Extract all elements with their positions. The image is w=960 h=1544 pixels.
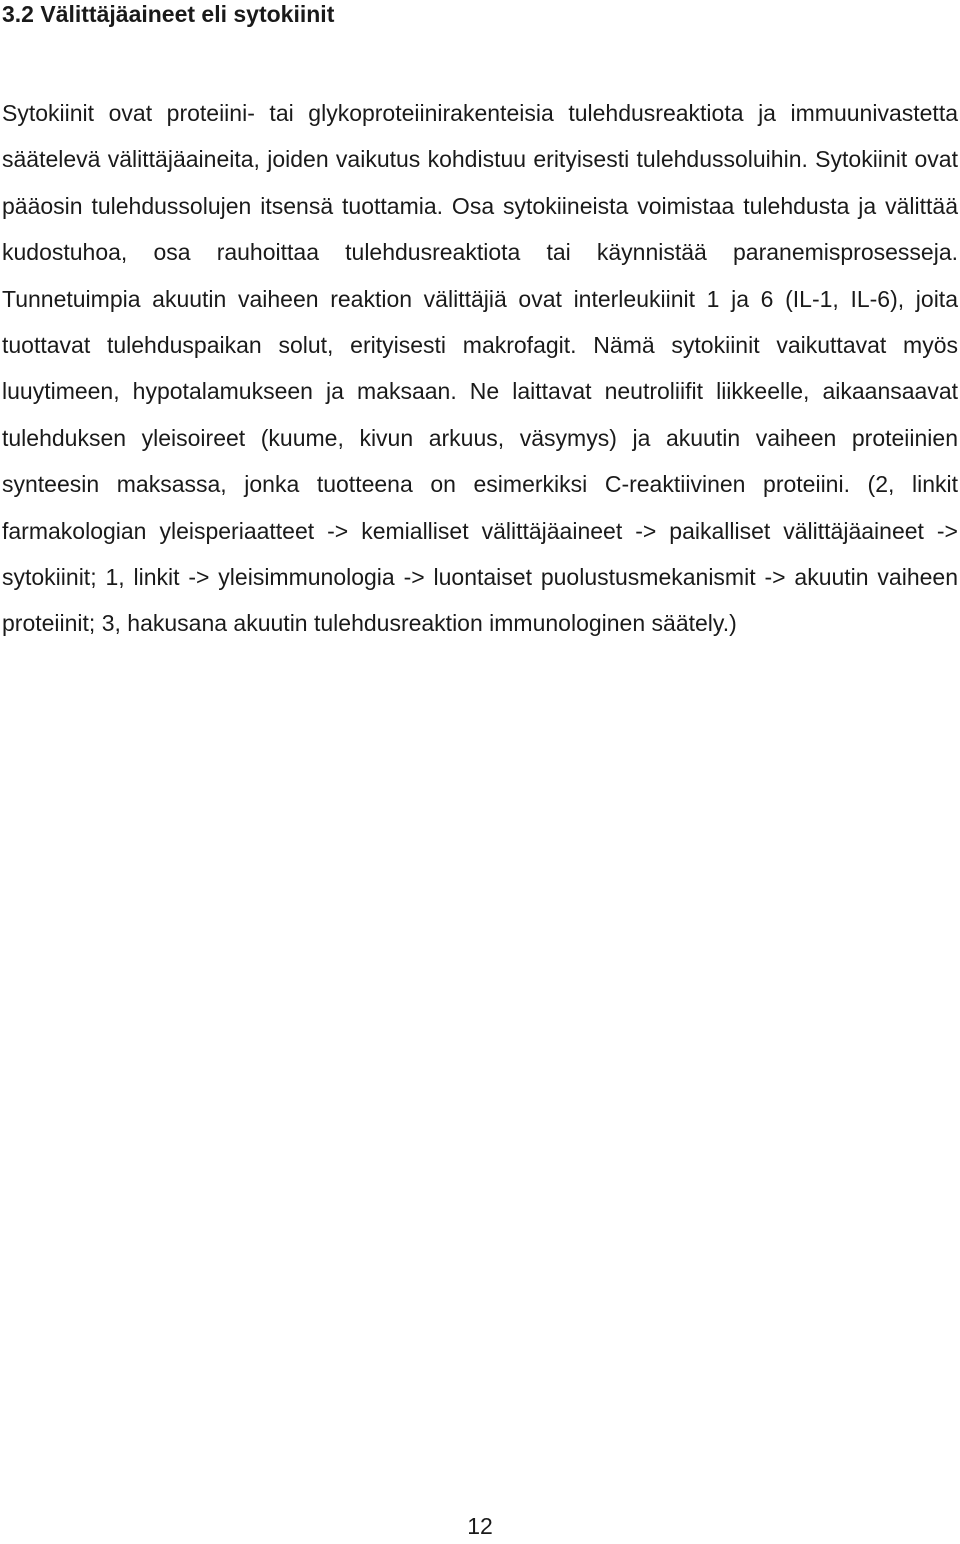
section-title: 3.2 Välittäjäaineet eli sytokiinit: [2, 1, 335, 27]
body-paragraph: Sytokiinit ovat proteiini- tai glykoproteiinirakenteisia tulehdusreaktiota ja immuunivastetta säätelevä välittäjäaineita, joiden vaikutus kohdistuu erityisesti tulehdussoluihin. Sytokiinit ovat pääosin tulehdussolujen itsensä tuottamia. Osa sytokiineista voimistaa tulehdusta ja välittää kudostuhoa, osa rauhoittaa tulehdusreaktiota tai käynnistää paranemisprosesseja. Tunnetuimpia akuutin vaiheen reaktion välittäjiä ovat interleukiinit 1 ja 6 (IL-1, IL-6), joita tuottavat tulehduspaikan solut, erityisesti makrofagit. Nämä sytokiinit vaikuttavat myös luuytimeen, hypotalamukseen ja maksaan. Ne laittavat neutroliifit liikkeelle, aikaansaavat tulehduksen yleisoireet (kuume, kivun arkuus, väsymys) ja akuutin vaiheen proteiinien synteesin maksassa, jonka tuotteena on esimerkiksi C-reaktiivinen proteiini. (2, linkit farmakologian yleisperiaatteet -> kemialliset välittäjäaineet -> paikalliset välittäjäaineet -> sytokiinit; 1, linkit -> yleisimmunologia -> luontaiset puolustusmekanismit -> akuutin vaiheen proteiinit; 3, hakusana akuutin tulehdusreaktion immunologinen säätely.): [2, 100, 958, 637]
page-number: 12: [467, 1513, 493, 1539]
